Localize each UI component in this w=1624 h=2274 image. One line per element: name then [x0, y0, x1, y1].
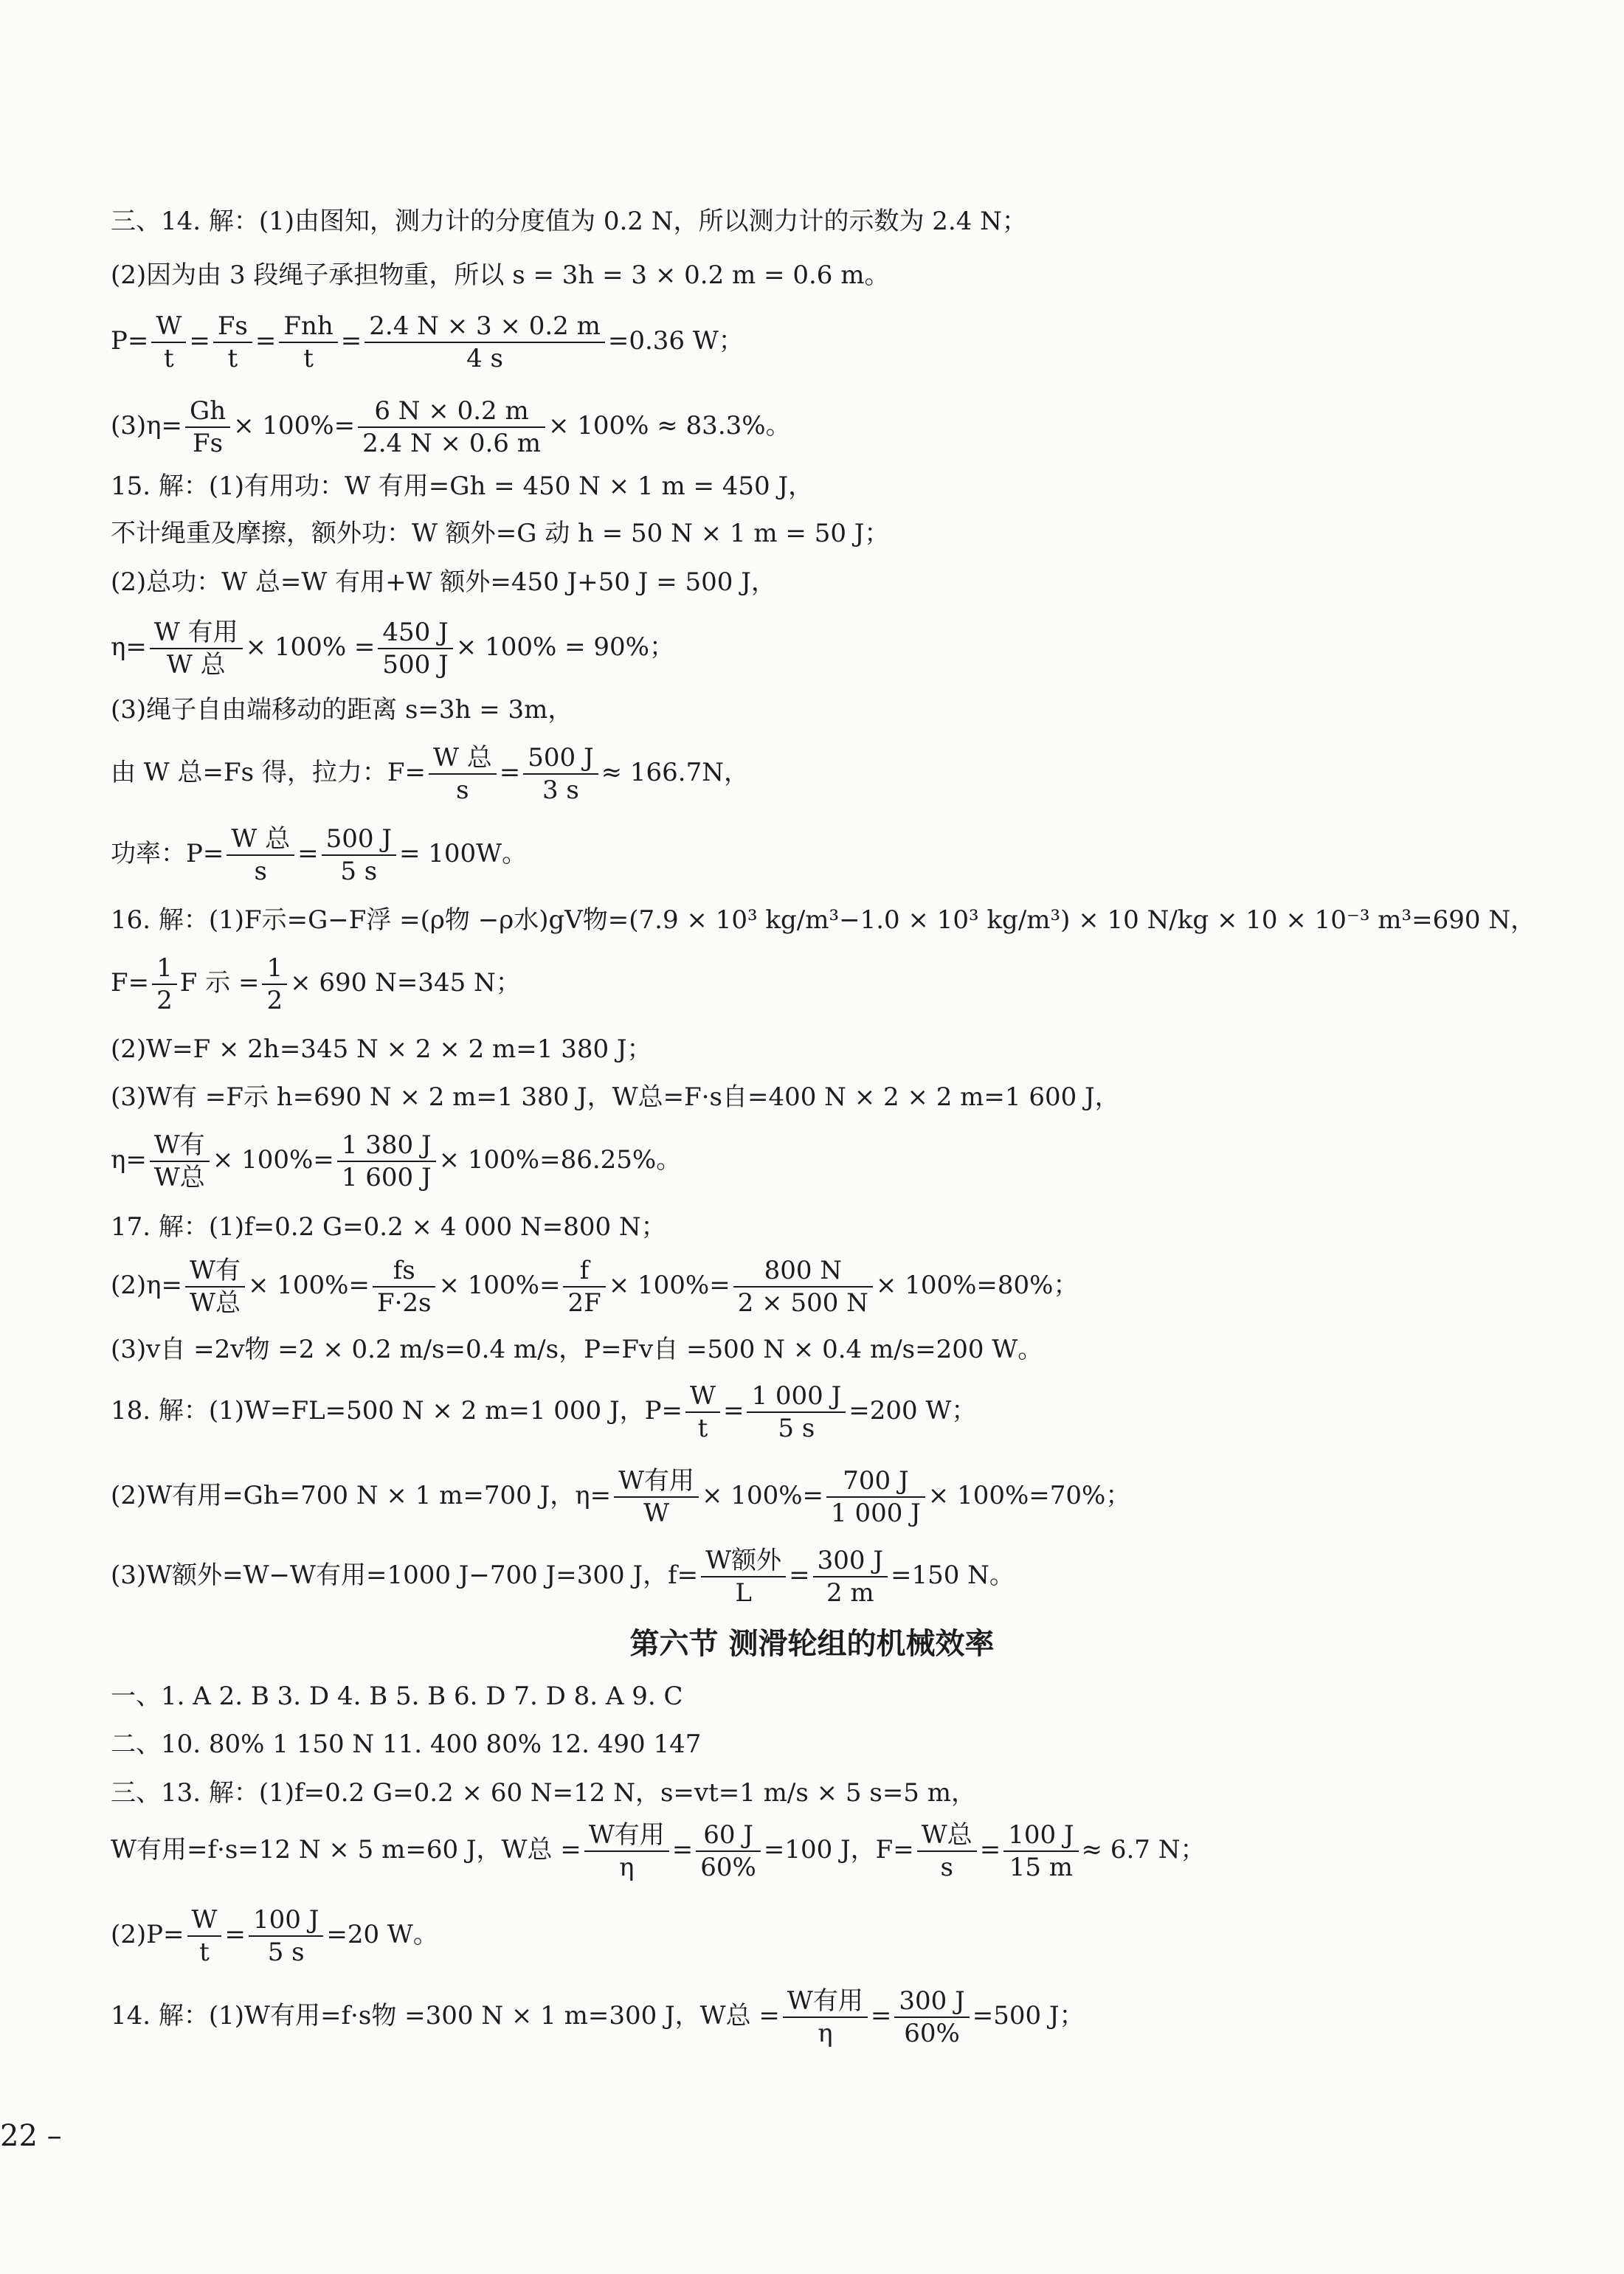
- inline-text: F=: [111, 968, 150, 998]
- fraction-numerator: W 总: [227, 826, 294, 856]
- fraction-denominator: 4 s: [466, 344, 503, 373]
- fraction-numerator: 1 380 J: [337, 1133, 436, 1162]
- fraction-numerator: W有用: [584, 1822, 669, 1852]
- inline-text: × 100% ≈ 83.3%。: [547, 411, 791, 440]
- fraction: [185, 1258, 245, 1316]
- fraction: [322, 826, 396, 884]
- inline-text: =100 J，F=: [763, 1835, 914, 1865]
- fraction-denominator: t: [227, 344, 238, 373]
- formula-line: [111, 398, 791, 456]
- fraction-numerator: W 有用: [150, 620, 243, 649]
- fraction: [733, 1258, 873, 1316]
- page-number: 22 –: [0, 2119, 62, 2153]
- formula-line: [111, 1548, 1015, 1606]
- fraction: [151, 311, 186, 373]
- inline-text: =: [224, 1920, 246, 1949]
- fraction-denominator: s: [254, 857, 267, 886]
- fraction-denominator: 2.4 N × 0.6 m: [362, 429, 541, 458]
- fraction-denominator: W 总: [166, 650, 226, 680]
- inline-text: × 100%=80%；: [875, 1271, 1079, 1300]
- text-line: 不计绳重及摩擦，额外功：W 额外=G 动 h = 50 N × 1 m = 50 J；: [111, 519, 890, 548]
- fraction-denominator: 5 s: [340, 857, 378, 886]
- fraction-denominator: W总: [153, 1163, 205, 1192]
- fraction-denominator: 2 m: [826, 1578, 874, 1608]
- fraction-numerator: 6 N × 0.2 m: [358, 398, 545, 428]
- inline-text: F 示 =: [179, 968, 260, 998]
- fraction-numerator: W有用: [614, 1468, 699, 1498]
- inline-text: P=: [111, 326, 149, 356]
- inline-text: =: [722, 1396, 744, 1425]
- fraction-denominator: 2 × 500 N: [737, 1288, 868, 1318]
- fraction-denominator: s: [456, 775, 469, 805]
- inline-text: =0.36 W；: [607, 326, 744, 356]
- fraction-denominator: 3 s: [542, 775, 579, 805]
- inline-text: × 100%=86.25%。: [438, 1145, 682, 1175]
- fraction: [364, 311, 605, 373]
- inline-text: =: [297, 839, 319, 868]
- text-line: 15. 解：(1)有用功：W 有用=Gh = 450 N × 1 m = 450 J，: [111, 471, 814, 501]
- fraction-numerator: W: [187, 1907, 222, 1937]
- fraction: [150, 1130, 210, 1192]
- formula-line: [111, 1822, 1205, 1880]
- fraction-denominator: Fs: [193, 429, 224, 458]
- fraction-denominator: 1 000 J: [831, 1499, 921, 1528]
- inline-text: W有用=f·s=12 N × 5 m=60 J，W总 =: [111, 1835, 581, 1865]
- text-line: 二、10. 80% 1 150 N 11. 400 80% 12. 490 147: [111, 1729, 702, 1759]
- fraction-numerator: 1 000 J: [747, 1383, 846, 1413]
- fraction-numerator: 300 J: [894, 1988, 969, 2018]
- formula-line: [111, 1130, 682, 1192]
- fraction-numerator: W额外: [701, 1548, 786, 1577]
- fraction: [917, 1822, 977, 1880]
- fraction: [373, 1258, 435, 1316]
- fraction-numerator: 500 J: [322, 826, 396, 856]
- inline-text: η=: [111, 632, 147, 662]
- fraction: [1003, 1822, 1078, 1880]
- inline-text: × 690 N=345 N；: [290, 968, 521, 998]
- formula-line: [111, 311, 744, 373]
- fraction-numerator: W 总: [429, 745, 497, 775]
- fraction: [783, 1988, 868, 2046]
- fraction: [614, 1468, 699, 1526]
- formula-line: [111, 826, 527, 884]
- fraction-denominator: 2: [156, 986, 173, 1015]
- formula-line: [111, 1988, 1085, 2046]
- fraction-numerator: 1: [152, 955, 177, 985]
- fraction-numerator: 100 J: [1003, 1822, 1078, 1852]
- inline-text: × 100%=: [233, 411, 356, 440]
- fraction: [358, 398, 545, 456]
- formula-line: [111, 745, 749, 803]
- text-line: (3)v自 =2v物 =2 × 0.2 m/s=0.4 m/s，P=Fv自 =500 N × 0.4 m/s=200 W。: [111, 1335, 1043, 1364]
- formula-line: [111, 1468, 1130, 1526]
- fraction-numerator: 300 J: [813, 1548, 888, 1577]
- fraction: [150, 618, 243, 680]
- fraction-denominator: t: [164, 344, 174, 373]
- fraction-numerator: W有: [150, 1133, 210, 1162]
- inline-text: =500 J；: [972, 2001, 1085, 2031]
- fraction: [584, 1822, 669, 1880]
- fraction-denominator: 1 600 J: [341, 1163, 432, 1192]
- fraction-denominator: t: [303, 344, 314, 373]
- fraction-denominator: t: [697, 1414, 708, 1443]
- text-line: (3)W有 =F示 h=690 N × 2 m=1 380 J，W总=F·s自=400 N × 2 × 2 m=1 600 J，: [111, 1082, 1120, 1112]
- fraction: [826, 1468, 925, 1526]
- fraction-numerator: 1: [262, 955, 287, 985]
- fraction: [185, 398, 230, 456]
- fraction-numerator: 2.4 N × 3 × 0.2 m: [364, 314, 605, 343]
- text-line: (2)总功：W 总=W 有用+W 额外=450 J+50 J = 500 J，: [111, 567, 776, 597]
- fraction-numerator: W有用: [783, 1988, 868, 2018]
- inline-text: (3)η=: [111, 411, 183, 440]
- text-line: 17. 解：(1)f=0.2 G=0.2 × 4 000 N=800 N；: [111, 1212, 666, 1242]
- inline-text: =: [189, 326, 210, 356]
- fraction-denominator: t: [199, 1938, 210, 1967]
- fraction-denominator: 2: [266, 986, 283, 1015]
- inline-text: × 100%=: [212, 1145, 334, 1175]
- text-line: 三、14. 解：(1)由图知，测力计的分度值为 0.2 N，所以测力计的示数为 2.4 N；: [111, 207, 1027, 236]
- inline-text: × 100%=: [608, 1271, 730, 1300]
- fraction-denominator: 5 s: [778, 1414, 815, 1443]
- fraction-denominator: 60%: [700, 1853, 756, 1882]
- inline-text: (2)η=: [111, 1271, 183, 1300]
- fraction-denominator: F·2s: [376, 1288, 432, 1318]
- text-line: (3)绳子自由端移动的距离 s=3h = 3m，: [111, 695, 573, 725]
- fraction-denominator: η: [818, 2019, 833, 2048]
- fraction: [747, 1383, 846, 1441]
- fraction: [378, 618, 452, 680]
- inline-text: =: [255, 326, 277, 356]
- fraction-numerator: W: [151, 314, 186, 343]
- fraction: [894, 1988, 969, 2046]
- fraction-numerator: Fnh: [279, 314, 337, 343]
- fraction: [701, 1548, 786, 1606]
- fraction-numerator: 500 J: [523, 745, 598, 775]
- fraction-numerator: 700 J: [826, 1468, 925, 1498]
- fraction: [813, 1548, 888, 1606]
- fraction-numerator: W有: [185, 1258, 245, 1288]
- inline-text: =150 N。: [890, 1561, 1015, 1590]
- fraction-numerator: 100 J: [249, 1907, 323, 1937]
- text-line: 一、1. A 2. B 3. D 4. B 5. B 6. D 7. D 8. A 9. C: [111, 1682, 683, 1711]
- fraction-denominator: 15 m: [1009, 1853, 1074, 1882]
- inline-text: =: [870, 2001, 892, 2031]
- formula-line: [111, 955, 521, 1013]
- fraction-denominator: 5 s: [267, 1938, 305, 1967]
- fraction-numerator: Gh: [185, 398, 230, 428]
- fraction: [152, 955, 177, 1013]
- fraction-denominator: 500 J: [382, 650, 449, 680]
- section-heading: 第六节 测滑轮组的机械效率: [629, 1627, 995, 1661]
- fraction: [213, 311, 252, 373]
- formula-line: [111, 1907, 438, 1965]
- inline-text: =: [789, 1561, 810, 1590]
- inline-text: 14. 解：(1)W有用=f·s物 =300 N × 1 m=300 J，W总 =: [111, 2001, 780, 2031]
- fraction-numerator: Fs: [213, 314, 252, 343]
- inline-text: =20 W。: [326, 1920, 438, 1949]
- inline-text: =: [671, 1835, 694, 1865]
- fraction-denominator: η: [619, 1853, 635, 1882]
- inline-text: (3)W额外=W−W有用=1000 J−700 J=300 J，f=: [111, 1561, 699, 1590]
- fraction-numerator: 60 J: [696, 1822, 761, 1852]
- inline-text: (2)W有用=Gh=700 N × 1 m=700 J，η=: [111, 1481, 612, 1510]
- fraction: [685, 1383, 720, 1441]
- fraction-numerator: f: [563, 1258, 605, 1288]
- text-line: 三、13. 解：(1)f=0.2 G=0.2 × 60 N=12 N，s=vt=1 m/s × 5 s=5 m，: [111, 1778, 976, 1808]
- fraction: [696, 1822, 761, 1880]
- fraction-denominator: W: [643, 1499, 670, 1528]
- fraction: [337, 1130, 436, 1192]
- inline-text: × 100% = 90%；: [455, 632, 674, 662]
- inline-text: =: [979, 1835, 1001, 1865]
- text-line: (2)W=F × 2h=345 N × 2 × 2 m=1 380 J；: [111, 1034, 652, 1064]
- formula-line: [111, 1258, 1078, 1316]
- text-line: (2)因为由 3 段绳子承担物重，所以 s = 3h = 3 × 0.2 m = 0.6 m。: [111, 260, 890, 290]
- inline-text: ≈ 6.7 N；: [1081, 1835, 1206, 1865]
- inline-text: =: [499, 758, 521, 787]
- fraction-numerator: W总: [917, 1822, 977, 1852]
- inline-text: 18. 解：(1)W=FL=500 N × 2 m=1 000 J，P=: [111, 1396, 683, 1425]
- fraction-numerator: fs: [373, 1258, 435, 1288]
- inline-text: 功率：P=: [111, 839, 224, 868]
- fraction-denominator: s: [940, 1853, 953, 1882]
- fraction: [227, 826, 294, 884]
- text-line: 16. 解：(1)F示=G−F浮 =(ρ物 −ρ水)gV物=(7.9 × 10³ kg/m³−1.0 × 10³ kg/m³) × 10 N/kg × 10 × 10⁻³ m³=690 N，: [111, 905, 1536, 935]
- formula-line: [111, 618, 674, 680]
- fraction: [187, 1907, 222, 1965]
- fraction-numerator: 450 J: [378, 620, 452, 649]
- inline-text: × 100%=: [247, 1271, 370, 1300]
- fraction: [279, 311, 337, 373]
- fraction: [429, 745, 497, 803]
- inline-text: η=: [111, 1145, 147, 1175]
- inline-text: (2)P=: [111, 1920, 184, 1949]
- fraction-denominator: L: [735, 1578, 752, 1608]
- fraction-denominator: 60%: [904, 2019, 960, 2048]
- inline-text: × 100%=: [702, 1481, 824, 1510]
- fraction-denominator: 2F: [567, 1288, 601, 1318]
- fraction-numerator: 800 N: [733, 1258, 873, 1288]
- fraction: [563, 1258, 605, 1316]
- inline-text: × 100%=70%；: [927, 1481, 1131, 1510]
- inline-text: =: [340, 326, 362, 356]
- fraction: [523, 745, 598, 803]
- fraction-numerator: W: [685, 1383, 720, 1413]
- inline-text: × 100% =: [245, 632, 376, 662]
- fraction: [249, 1907, 323, 1965]
- inline-text: 由 W 总=Fs 得，拉力：F=: [111, 758, 426, 787]
- inline-text: = 100W。: [398, 839, 528, 868]
- inline-text: × 100%=: [438, 1271, 561, 1300]
- fraction-denominator: W总: [190, 1288, 241, 1318]
- inline-text: ≈ 166.7N，: [601, 758, 749, 787]
- formula-line: [111, 1383, 976, 1441]
- fraction: [262, 955, 287, 1013]
- inline-text: =200 W；: [849, 1396, 977, 1425]
